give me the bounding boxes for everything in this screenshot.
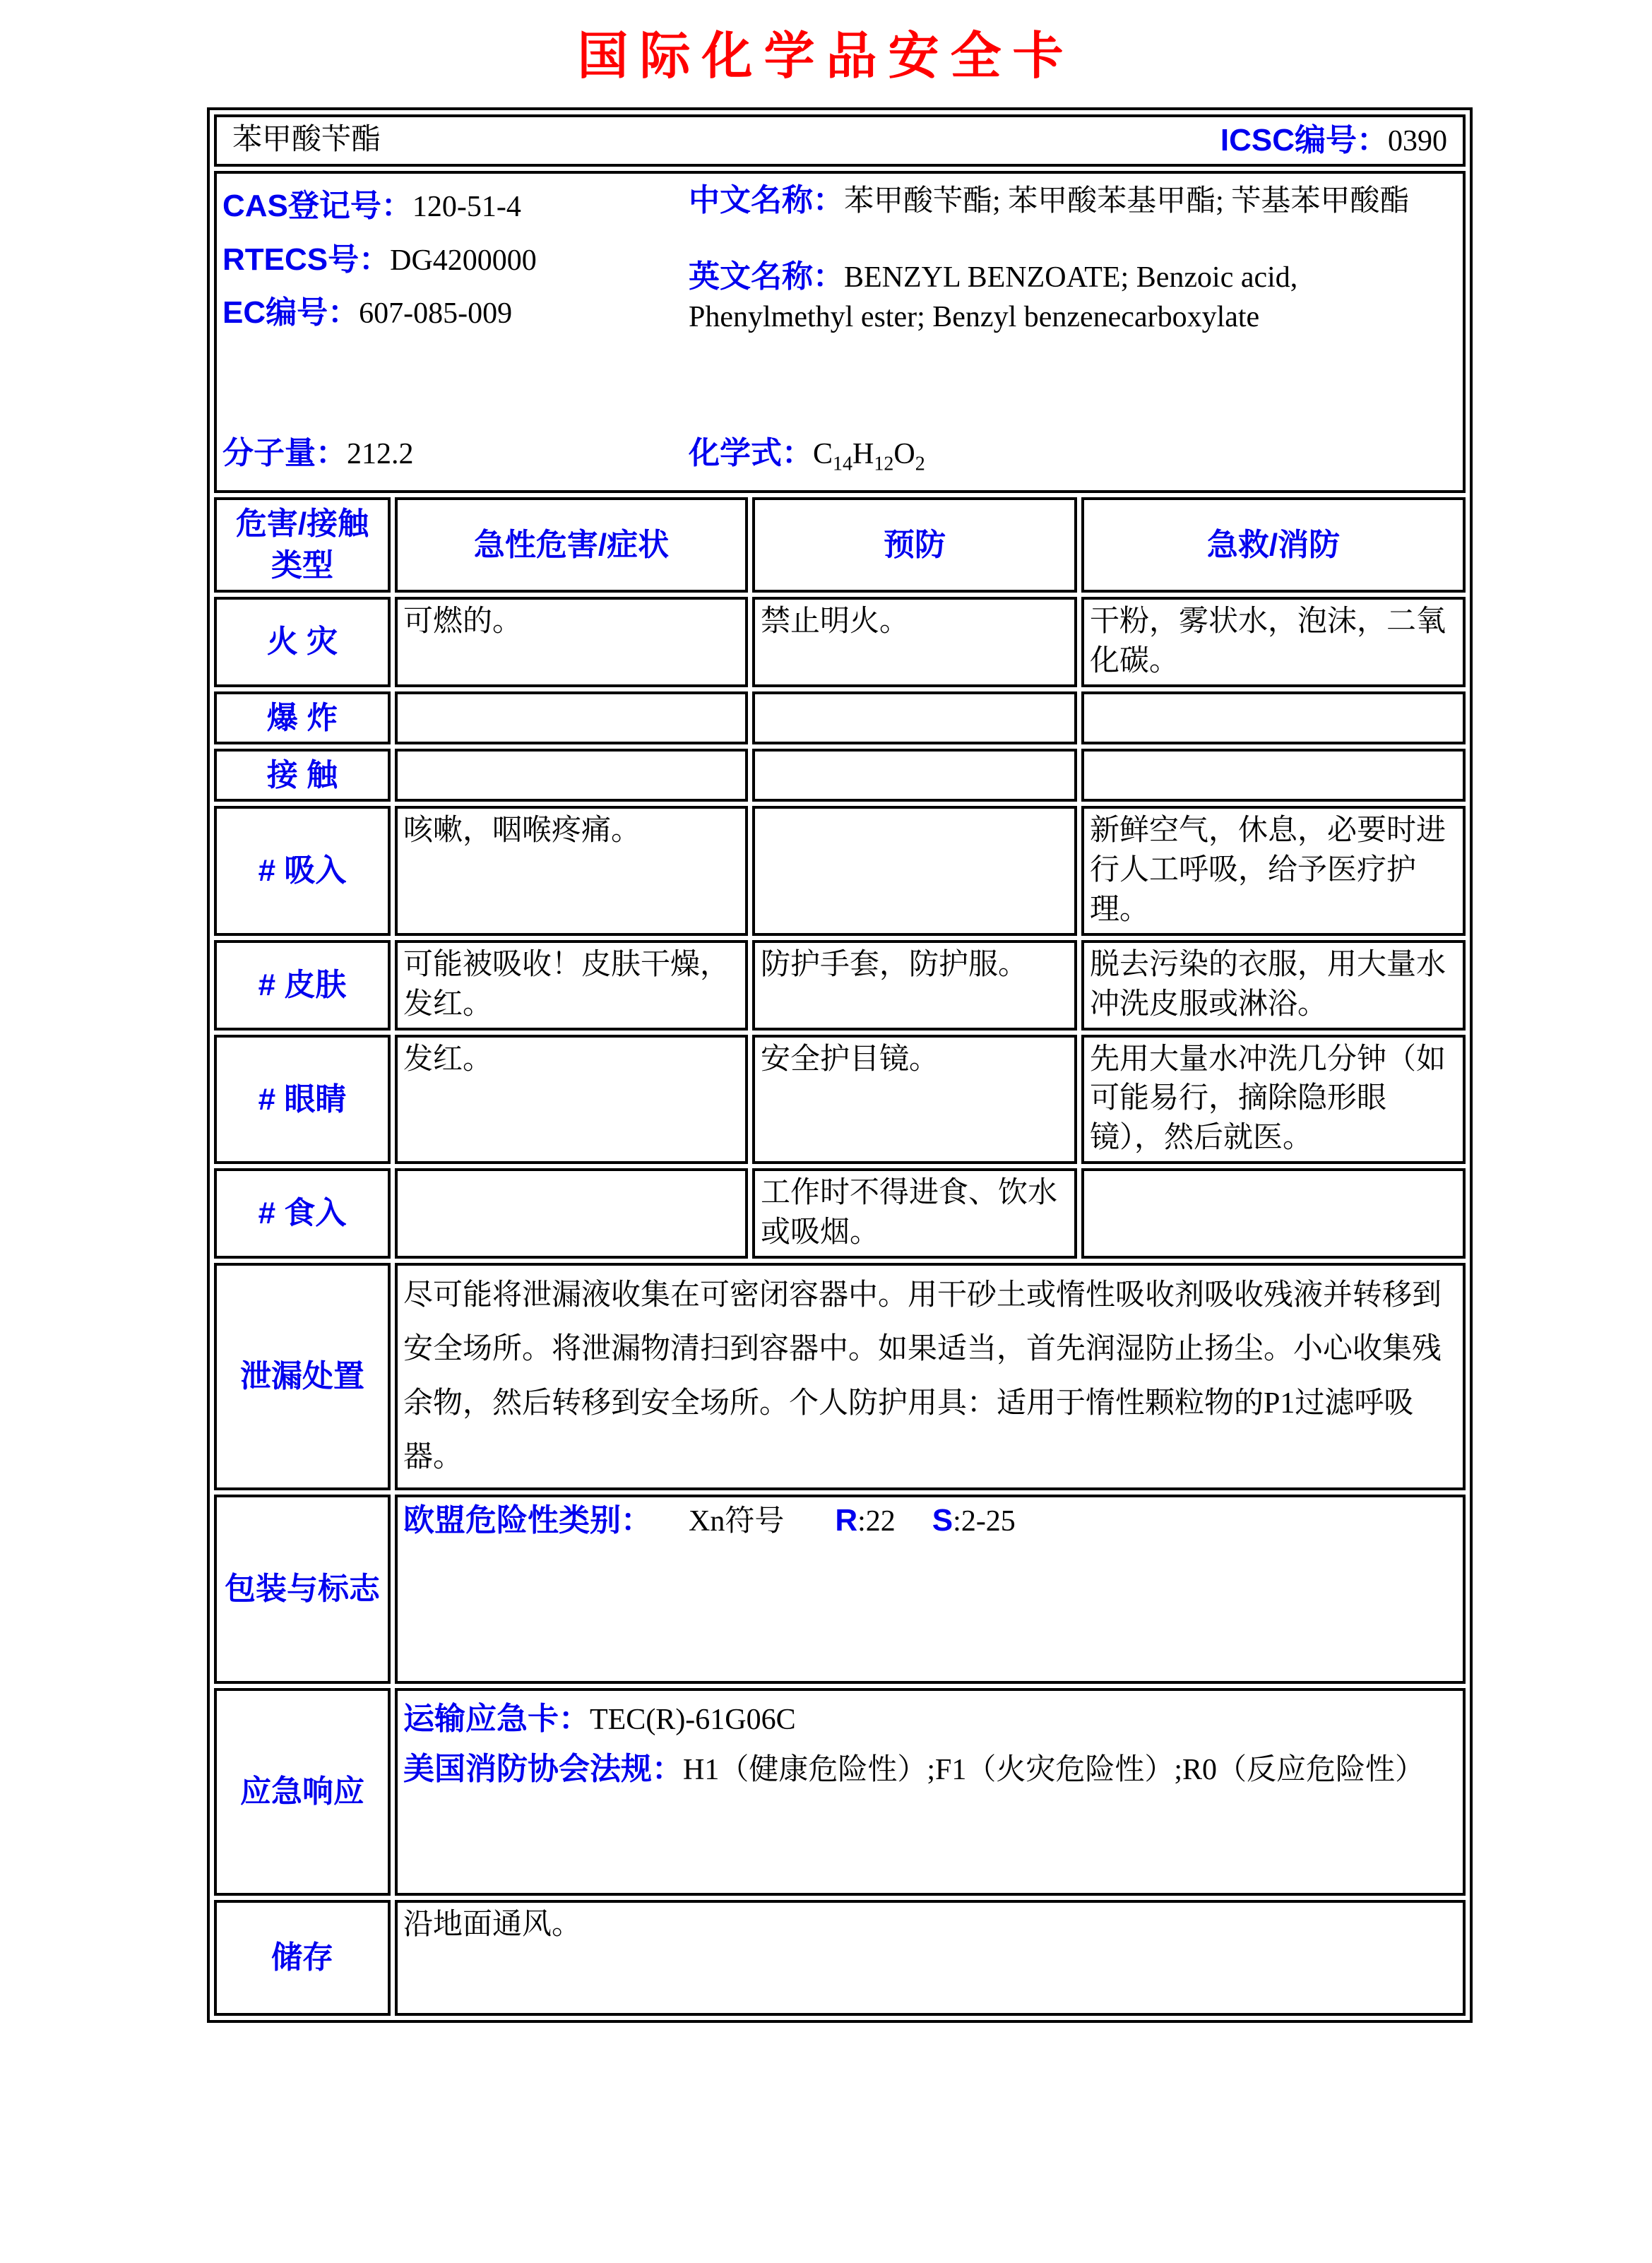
molecular-weight-line [222,433,682,477]
eu-hazard-class-label: 欧盟危险性类别： [403,1502,652,1538]
chinese-name-line [689,179,1457,222]
header-acute-hazards: 急性危害/症状 [395,497,748,593]
molecular-weight-label: 分子量： [222,435,347,470]
ingestion-symptoms [395,1168,748,1259]
packaging-labeling-row [214,1495,1466,1684]
rtecs-line [222,233,682,287]
spill-disposal-row [214,1263,1466,1490]
eyes-response: 先用大量水冲洗几分钟（如可能易行，摘除隐形眼镜），然后就医。 [1081,1035,1466,1165]
hazard-row-skin [214,940,1466,1030]
cas-line [222,179,682,233]
page-title: 国际化学品安全卡 [577,28,1075,85]
chinese-name-label: 中文名称： [689,183,844,218]
explosion-label: 爆 炸 [214,691,391,744]
r-phrase-label: R [835,1502,858,1538]
identity-row [214,171,1466,493]
icsc-number-label: ICSC编号： [1220,122,1389,158]
chemical-formula-line [689,433,1457,477]
nfpa-code-line [403,1744,1457,1794]
explosion-response [1081,691,1466,744]
emergency-response-label: 应急响应 [214,1688,391,1896]
skin-prevention: 防护手套，防护服。 [752,940,1077,1030]
contact-symptoms [395,749,748,802]
transport-emergency-card-line [403,1694,1457,1744]
header-first-aid: 急救/消防 [1081,497,1466,593]
emergency-response-row [214,1688,1466,1896]
eyes-symptoms: 发红。 [395,1035,748,1165]
eyes-prevention: 安全护目镜。 [752,1035,1077,1165]
ec-value: 607-085-009 [359,297,513,331]
ec-line [222,286,682,340]
ingestion-label: # 食入 [214,1168,391,1259]
icsc-number-group [1220,120,1447,161]
ec-label: EC编号： [222,295,359,331]
s-phrase-label: S [932,1502,953,1538]
eu-hazard-symbol: Xn符号 [689,1504,785,1538]
transport-emergency-card-label: 运输应急卡： [403,1701,590,1736]
english-name-label: 英文名称： [689,259,844,294]
s-phrase-value: :2-25 [953,1504,1016,1538]
storage-row [214,1900,1466,2016]
hazard-row-inhalation [214,806,1466,936]
hazard-row-ingestion [214,1168,1466,1259]
substance-name-row [214,114,1466,167]
chemical-formula-value: $C_{14}H_{12}O_2$ [813,437,925,475]
fire-prevention: 禁止明火。 [752,597,1077,687]
inhalation-response: 新鲜空气，休息，必要时进行人工呼吸，给予医疗护理。 [1081,806,1466,936]
rtecs-label: RTECS号： [222,242,391,277]
packaging-labeling-label: 包装与标志 [214,1495,391,1684]
molecular-weight-value: 212.2 [347,437,414,470]
identity-cell [214,171,1466,493]
registry-numbers-block [222,179,682,340]
english-name-line [689,256,1457,338]
packaging-labeling-content [395,1495,1466,1684]
storage-label: 储存 [214,1900,391,2016]
skin-response: 脱去污染的衣服，用大量水冲洗皮服或淋浴。 [1081,940,1466,1030]
fire-label: 火 灾 [214,597,391,687]
inhalation-label: # 吸入 [214,806,391,936]
storage-content: 沿地面通风。 [395,1900,1466,2016]
emergency-response-content [395,1688,1466,1896]
cas-label: CAS登记号： [222,189,412,224]
chinese-name-value: 苯甲酸苄酯; 苯甲酸苯基甲酯; 苄基苯甲酸酯 [844,185,1410,218]
transport-emergency-card-value: TEC(R)-61G06C [590,1703,796,1736]
contact-label: 接 触 [214,749,391,802]
substance-name-cell [214,114,1466,167]
spill-disposal-content: 尽可能将泄漏液收集在可密闭容器中。用干砂土或惰性吸收剂吸收残液并转移到安全场所。将泄漏物清扫到容器中。如果适当，首先润湿防止扬尘。小心收集残余物，然后转移到安全场所。个人防护用具：适用于惰性颗粒物的P1过滤呼吸器。 [395,1263,1466,1490]
hazard-row-explosion [214,691,1466,744]
ingestion-response [1081,1168,1466,1259]
chemical-formula-label: 化学式： [689,435,813,470]
explosion-prevention [752,691,1077,744]
ingestion-prevention: 工作时不得进食、饮水或吸烟。 [752,1168,1077,1259]
explosion-symptoms [395,691,748,744]
contact-prevention [752,749,1077,802]
hazard-row-eyes [214,1035,1466,1165]
spill-disposal-label: 泄漏处置 [214,1263,391,1490]
nfpa-code-label: 美国消防协会法规： [403,1751,683,1786]
hazard-row-contact [214,749,1466,802]
nfpa-code-value: H1（健康危险性）;F1（火灾危险性）;R0（反应危险性） [683,1753,1425,1786]
fire-response: 干粉，雾状水，泡沫，二氧化碳。 [1081,597,1466,687]
fire-symptoms: 可燃的。 [395,597,748,687]
hazard-table-header-row [214,497,1466,593]
inhalation-prevention [752,806,1077,936]
icsc-card-table [207,107,1473,2023]
inhalation-symptoms: 咳嗽，咽喉疼痛。 [395,806,748,936]
skin-label: # 皮肤 [214,940,391,1030]
contact-response [1081,749,1466,802]
rtecs-value: DG4200000 [390,244,537,277]
substance-name: 苯甲酸苄酯 [232,124,381,157]
names-block [689,179,1457,340]
r-phrase-value: :22 [857,1504,896,1538]
skin-symptoms: 可能被吸收！皮肤干燥，发红。 [395,940,748,1030]
cas-value: 120-51-4 [412,191,521,224]
header-hazard-type: 危害/接触类型 [214,497,391,593]
icsc-number-value: 0390 [1388,124,1448,158]
english-name-value: BENZYL BENZOATE; Benzoic acid, Phenylmethyl ester; Benzyl benzenecarboxylate [689,261,1298,334]
header-prevention: 预防 [752,497,1077,593]
hazard-row-fire [214,597,1466,687]
eyes-label: # 眼睛 [214,1035,391,1165]
